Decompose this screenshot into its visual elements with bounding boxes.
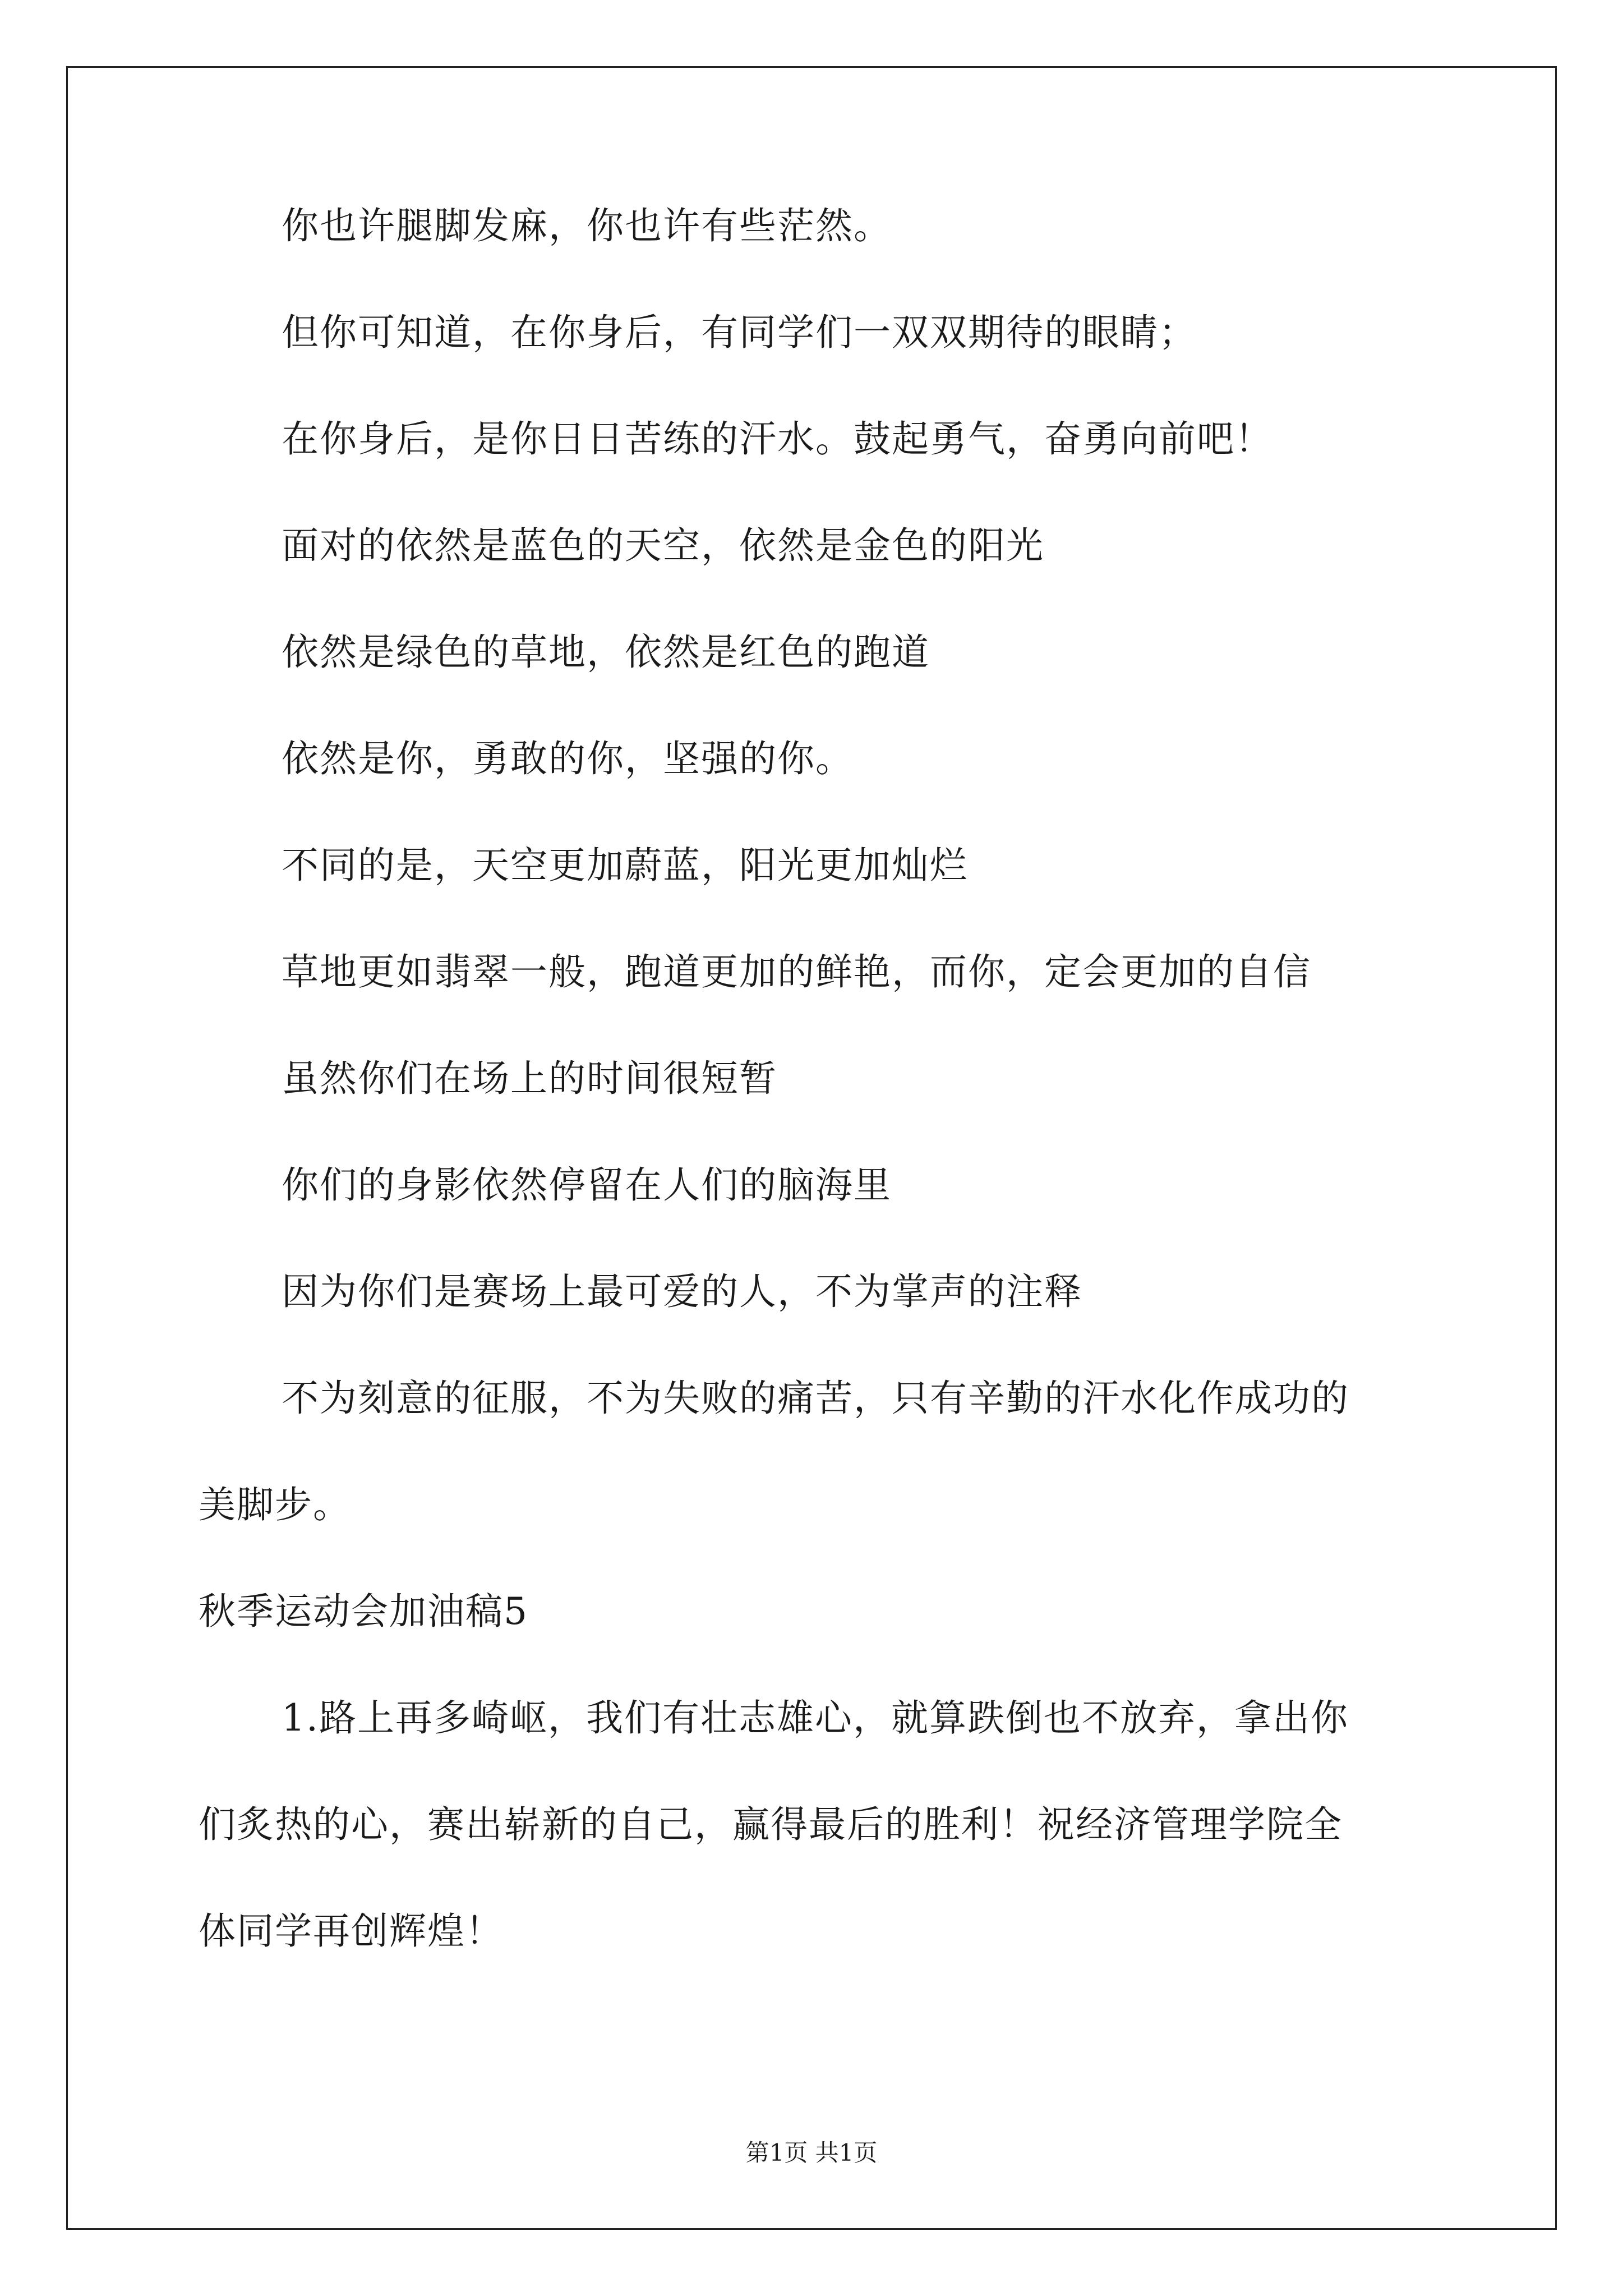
- paragraph-13-line-1: 1.路上再多崎岖，我们有壮志雄心，就算跌倒也不放弃，拿出你: [282, 1696, 1349, 1740]
- paragraph-11: 因为你们是赛场上最可爱的人，不为掌声的注释: [282, 1270, 1082, 1313]
- paragraph-13-line-3: 体同学再创辉煌！: [199, 1910, 504, 1953]
- paragraph-5: 依然是绿色的草地，依然是红色的跑道: [282, 631, 930, 674]
- paragraph-6: 依然是你，勇敢的你，坚强的你。: [282, 737, 854, 780]
- paragraph-4: 面对的依然是蓝色的天空，依然是金色的阳光: [282, 524, 1044, 567]
- paragraph-3: 在你身后，是你日日苦练的汗水。鼓起勇气，奋勇向前吧！: [282, 417, 1273, 461]
- paragraph-12-line-2: 美脚步。: [199, 1483, 351, 1526]
- paragraph-1: 你也许腿脚发麻，你也许有些茫然。: [282, 204, 892, 247]
- paragraph-12-line-1: 不为刻意的征服，不为失败的痛苦，只有辛勤的汗水化作成功的: [282, 1377, 1349, 1420]
- page-border: [66, 66, 1557, 2230]
- paragraph-8: 草地更如翡翠一般，跑道更加的鲜艳，而你，定会更加的自信: [282, 950, 1311, 993]
- page-number-footer: 第1页 共1页: [745, 2139, 878, 2166]
- section-heading: 秋季运动会加油稿5: [199, 1590, 528, 1633]
- paragraph-7: 不同的是，天空更加蔚蓝，阳光更加灿烂: [282, 844, 968, 887]
- paragraph-9: 虽然你们在场上的时间很短暂: [282, 1057, 777, 1100]
- paragraph-10: 你们的身影依然停留在人们的脑海里: [282, 1163, 892, 1207]
- paragraph-13-line-2: 们炙热的心，赛出崭新的自己，赢得最后的胜利！祝经济管理学院全: [199, 1803, 1343, 1846]
- paragraph-2: 但你可知道，在你身后，有同学们一双双期待的眼睛；: [282, 311, 1197, 354]
